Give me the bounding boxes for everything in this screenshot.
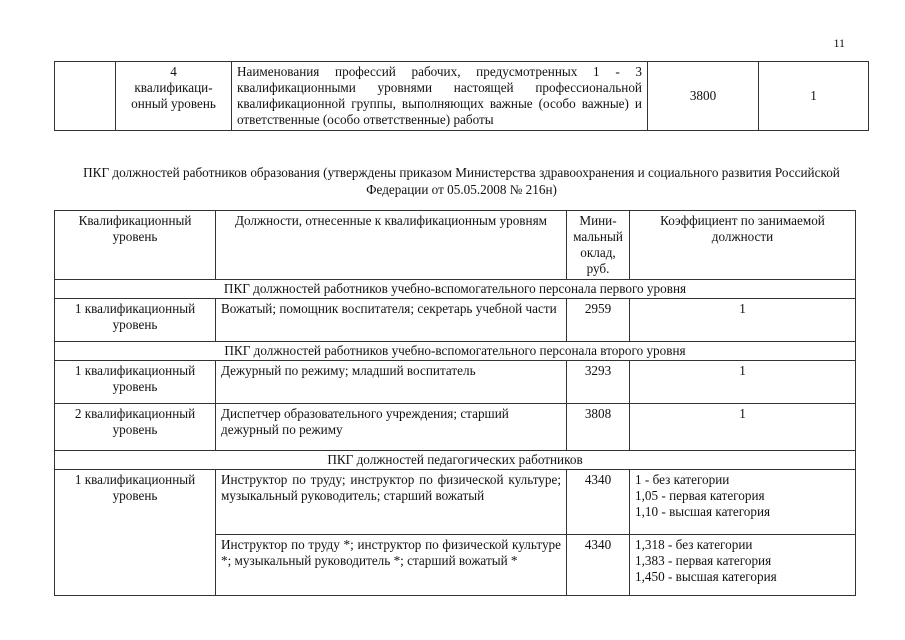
section-row (55, 342, 856, 361)
salary-cell: 3800 (648, 62, 759, 131)
header-coef: Коэффициент по занимаемой должности (630, 211, 856, 280)
salary-cell: 3293 (567, 361, 630, 404)
table-row (55, 299, 856, 342)
education-positions-table (54, 210, 856, 596)
table-row (55, 404, 856, 451)
positions-cell: Инструктор по труду; инструктор по физической культуре; музыкальный руководитель; старший вожатый (216, 470, 567, 535)
header-level: Квалификационный уровень (55, 211, 216, 280)
salary-cell: 4340 (567, 470, 630, 535)
header-positions: Должности, отнесенные к квалификационным уровням (216, 211, 567, 280)
coef-cell: 1,318 - без категории 1,383 - первая категория 1,450 - высшая категория (630, 535, 856, 596)
section-title: ПКГ должностей педагогических работников (55, 451, 856, 470)
coef-cell: 1 (630, 404, 856, 451)
continued-table (54, 61, 869, 131)
page-number: 11 (833, 36, 845, 50)
header-row (55, 211, 856, 280)
level-cell: 1 квалификационный уровень (55, 299, 216, 342)
coef-cell: 1 (630, 361, 856, 404)
section-row (55, 451, 856, 470)
table-row (55, 470, 856, 535)
level-cell: 4 квалификаци- онный уровень (116, 62, 232, 131)
positions-cell: Дежурный по режиму; младший воспитатель (216, 361, 567, 404)
coef-cell: 1 (759, 62, 869, 131)
section-row (55, 280, 856, 299)
section-title: ПКГ должностей работников учебно-вспомогательного персонала первого уровня (55, 280, 856, 299)
coef-cell: 1 - без категории 1,05 - первая категория 1,10 - высшая категория (630, 470, 856, 535)
level-cell: 2 квалификационный уровень (55, 404, 216, 451)
positions-cell: Диспетчер образовательного учреждения; старший дежурный по режиму (216, 404, 567, 451)
level-cell: 1 квалификационный уровень (55, 470, 216, 596)
positions-cell: Вожатый; помощник воспитателя; секретарь учебной части (216, 299, 567, 342)
coef-cell: 1 (630, 299, 856, 342)
table-row (55, 62, 869, 131)
description-cell: Наименования профессий рабочих, предусмотренных 1 - 3 квалификационными уровнями настоящей профессиональной квалификационной группы, выполняющих важные (особо важные) и ответственные (особо ответственные) работы (232, 62, 648, 131)
salary-cell: 2959 (567, 299, 630, 342)
salary-cell: 3808 (567, 404, 630, 451)
level-cell: 1 квалификационный уровень (55, 361, 216, 404)
empty-cell (55, 62, 116, 131)
section-title: ПКГ должностей работников учебно-вспомогательного персонала второго уровня (55, 342, 856, 361)
salary-cell: 4340 (567, 535, 630, 596)
positions-cell: Инструктор по труду *; инструктор по физической культуре *; музыкальный руководитель *; старший вожатый * (216, 535, 567, 596)
header-salary: Мини- мальный оклад, руб. (567, 211, 630, 280)
table-row (55, 361, 856, 404)
section-heading: ПКГ должностей работников образования (утверждены приказом Министерства здравоохранения и социального развития Российской Федерации от 05.05.2008 № 216н) (83, 165, 840, 197)
